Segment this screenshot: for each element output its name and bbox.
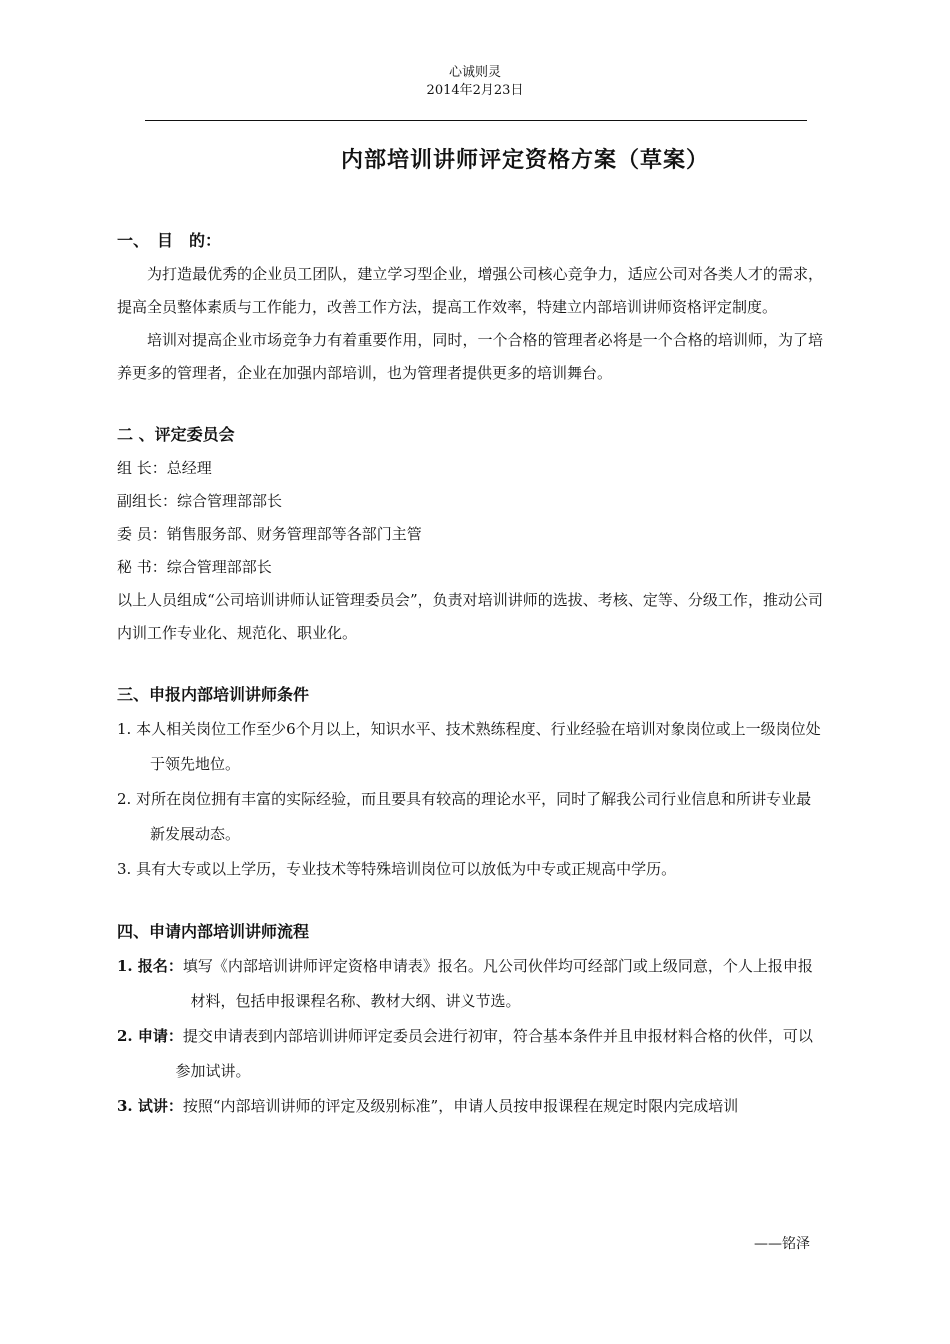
- step-text: 填写《内部培训讲师评定资格申请表》报名。凡公司伙伴均可经部门或上级同意，个人上报申报材料，包括申报课程名称、教材大纲、讲义节选。: [182, 957, 813, 1010]
- document-title: 内部培训讲师评定资格方案（草案）: [340, 147, 709, 173]
- paragraph: 以上人员组成“公司培训讲师认证管理委员会”，负责对培训讲师的选拔、考核、定等、分级工作，推动公司内训工作专业化、规范化、职业化。: [117, 591, 823, 642]
- step-label: 2. 申请：: [117, 1027, 183, 1045]
- section-purpose: [117, 230, 823, 390]
- page-footer: ——铭泽: [754, 1236, 810, 1252]
- paragraph: 为打造最优秀的企业员工团队，建立学习型企业，增强公司核心竞争力，适应公司对各类人才的需求，提高全员整体素质与工作能力，改善工作方法，提高工作效率，特建立内部培训讲师资格评定制度。: [117, 265, 823, 316]
- header-date: 2014年2月23日: [426, 83, 524, 98]
- list-item: 2. 对所在岗位拥有丰富的实际经验，而且要具有较高的理论水平，同时了解我公司行业信息和所讲专业最新发展动态。: [117, 790, 812, 843]
- section-conditions: [117, 684, 823, 887]
- list-item: [117, 949, 823, 1019]
- list-item: [117, 1089, 823, 1124]
- step-text: 提交申请表到内部培训讲师评定委员会进行初审，符合基本条件并且申报材料合格的伙伴，可以参加试讲。: [175, 1027, 813, 1080]
- committee-line: 秘 书：综合管理部部长: [117, 558, 272, 576]
- header-motto: 心诚则灵: [448, 65, 501, 80]
- committee-line: 组 长：总经理: [117, 459, 212, 477]
- list-item: [117, 1019, 823, 1089]
- section-heading: 四、申请内部培训讲师流程: [117, 922, 310, 941]
- section-process: [117, 921, 823, 1124]
- step-label: 1. 报名：: [117, 957, 183, 975]
- header-divider: [145, 120, 807, 121]
- list-item: 1. 本人相关岗位工作至少6个月以上，知识水平、技术熟练程度、行业经验在培训对象岗位或上一级岗位处于领先地位。: [117, 720, 821, 773]
- page-header: [0, 64, 950, 100]
- list-item: 3. 具有大专或以上学历，专业技术等特殊培训岗位可以放低为中专或正规高中学历。: [117, 860, 677, 878]
- step-label: 3. 试讲：: [117, 1097, 183, 1115]
- section-committee: [117, 424, 823, 650]
- section-heading: 二 、评定委员会: [117, 425, 235, 444]
- committee-line: 副组长：综合管理部部长: [117, 492, 283, 510]
- section-heading: 一、 目 的：: [117, 231, 222, 250]
- section-heading: 三、申报内部培训讲师条件: [117, 685, 310, 704]
- committee-line: 委 员：销售服务部、财务管理部等各部门主管: [117, 525, 422, 543]
- paragraph: 培训对提高企业市场竞争力有着重要作用，同时，一个合格的管理者必将是一个合格的培训师，为了培养更多的管理者，企业在加强内部培训，也为管理者提供更多的培训舞台。: [117, 331, 823, 382]
- step-text: 按照“内部培训讲师的评定及级别标准”，申请人员按申报课程在规定时限内完成培训: [182, 1097, 739, 1115]
- document-body: [117, 230, 823, 1124]
